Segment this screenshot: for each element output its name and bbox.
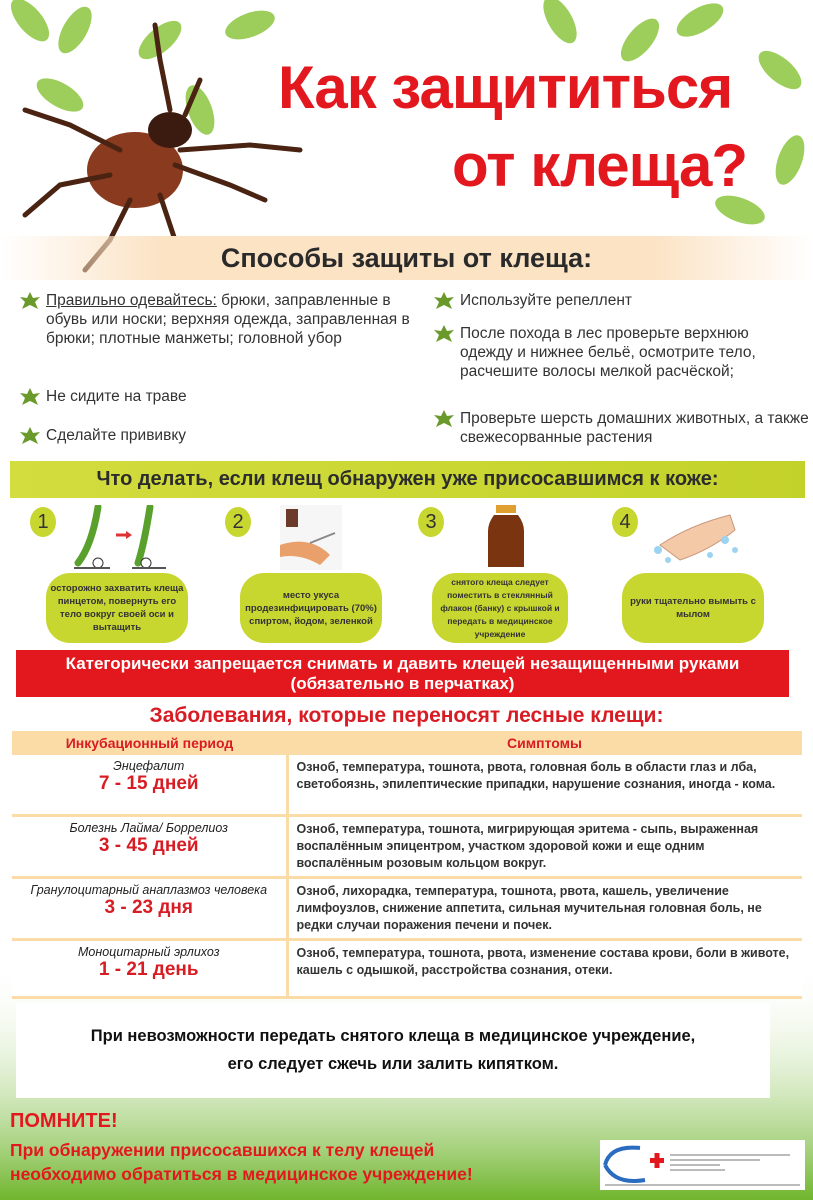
- symptoms-cell: Озноб, лихорадка, температура, тошнота, рвота, кашель, увеличение лимфоузлов, снижение аппетита, сильная мучительная головная боль, не редки случаи поражения печени и почек.: [287, 877, 802, 939]
- incubation-period: 3 - 45 дней: [98, 834, 199, 856]
- disease-name: Энцефалит: [113, 759, 185, 773]
- protection-heading: Способы защиты от клеща:: [0, 236, 813, 280]
- incubation-period: 7 - 15 дней: [98, 773, 199, 794]
- warning-line-1: Категорически запрещается снимать и давить клещей незащищенными руками: [65, 654, 740, 673]
- item-text: После похода в лес проверьте верхнюю одежду и нижнее бельё, осмотрите тело, расчешите волосы мелкой расчёской;: [460, 325, 756, 380]
- organization-logo: [600, 1140, 805, 1190]
- step-number: 2: [225, 507, 251, 537]
- leaf-icon: [434, 325, 454, 343]
- protection-item: [20, 387, 420, 406]
- note-line-1: При невозможности передать снятого клеща в медицинское учреждение,: [90, 1027, 696, 1045]
- item-text: Не сидите на траве: [46, 388, 187, 405]
- tweezers-illustration: [70, 505, 170, 570]
- symptoms-cell: Озноб, температура, тошнота, рвота, изменение состава крови, боли в животе, кашель с одышкой, расстройства сознания, отеки.: [287, 939, 802, 997]
- leaf-icon: [434, 410, 454, 428]
- step-number: 1: [30, 507, 56, 537]
- jar-illustration: [486, 505, 526, 570]
- disease-cell: [12, 815, 287, 877]
- step-caption: место укуса продезинфицировать (70%) спиртом, йодом, зеленкой: [240, 573, 382, 643]
- protection-item: [434, 291, 804, 310]
- diseases-table: [12, 731, 802, 999]
- steps-heading: Что делать, если клещ обнаружен уже присосавшимся к коже:: [10, 461, 805, 498]
- disease-cell: [12, 755, 287, 815]
- protection-item: [20, 426, 420, 445]
- disease-cell: [12, 939, 287, 997]
- step-caption: снятого клеща следует поместить в стеклянный флакон (банку) с крышкой и передать в медицинское учреждение: [432, 573, 568, 643]
- leaf-icon: [20, 292, 40, 310]
- step-number: 3: [418, 507, 444, 537]
- item-text: Проверьте шерсть домашних животных, а также свежесорванные растения: [460, 410, 809, 446]
- incubation-period: 1 - 21 день: [98, 958, 199, 980]
- remember-line-1: При обнаружении присосавшихся к телу клещей: [10, 1140, 435, 1160]
- note-line-2: его следует сжечь или залить кипятком.: [227, 1055, 559, 1073]
- symptoms-cell: Озноб, температура, тошнота, рвота, головная боль в области глаз и лба, светобоязнь, эпилептические припадки, нарушение сознания, иногда - кома.: [287, 755, 802, 815]
- warning-line-2: (обязательно в перчатках): [290, 674, 515, 693]
- remember-heading: ПОМНИТЕ!: [10, 1110, 118, 1132]
- item-text: Используйте репеллент: [460, 292, 632, 309]
- symptoms-cell: Озноб, температура, тошнота, мигрирующая эритема - сыпь, выраженная воспалённым эпицентром, участком здоровой кожи и еще одним воспалённым розовым кольцом вокруг.: [287, 815, 802, 877]
- step-number: 4: [612, 507, 638, 537]
- disease-row: [12, 877, 802, 939]
- item-text: Сделайте прививку: [46, 427, 187, 444]
- item-text: брюки, заправленные в обувь или носки; верхняя одежда, заправленная в брюки; плотные манжеты; головной убор: [46, 292, 410, 347]
- disease-row: [12, 755, 802, 815]
- underlined-label: Правильно одевайтесь:: [46, 292, 217, 309]
- disease-name: Гранулоцитарный анаплазмоз человека: [30, 882, 268, 897]
- leaf-icon: [434, 292, 454, 310]
- disposal-note: [16, 1003, 770, 1098]
- disease-row: [12, 815, 802, 877]
- column-header-incubation: Инкубационный период: [12, 731, 287, 755]
- diseases-heading: Заболевания, которые переносят лесные клещи:: [149, 704, 664, 727]
- disease-name: Моноцитарный эрлихоз: [77, 944, 220, 959]
- leaf-icon: [20, 427, 40, 445]
- title-line-1: Как защититься: [278, 54, 733, 121]
- leaf-icon: [20, 388, 40, 406]
- step-caption: осторожно захватить клеща пинцетом, повернуть его тело вокруг своей оси и вытащить: [46, 573, 188, 643]
- remember-line-2: необходимо обратиться в медицинское учреждение!: [10, 1164, 473, 1184]
- disease-row: [12, 939, 802, 997]
- protection-item: [20, 291, 420, 348]
- protection-item: [434, 409, 809, 447]
- column-header-symptoms: Симптомы: [287, 731, 802, 755]
- title-line-2: от клеща?: [452, 132, 748, 199]
- disease-name: Болезнь Лайма/ Боррелиоз: [69, 820, 228, 835]
- protection-item: [434, 324, 774, 381]
- remember-text: [10, 1138, 473, 1186]
- step-caption: руки тщательно вымыть с мылом: [622, 573, 764, 643]
- warning-banner: [16, 650, 789, 697]
- disease-cell: [12, 877, 287, 939]
- disinfect-illustration: [280, 505, 342, 570]
- incubation-period: 3 - 23 дня: [104, 896, 193, 918]
- handwash-illustration: [650, 505, 740, 570]
